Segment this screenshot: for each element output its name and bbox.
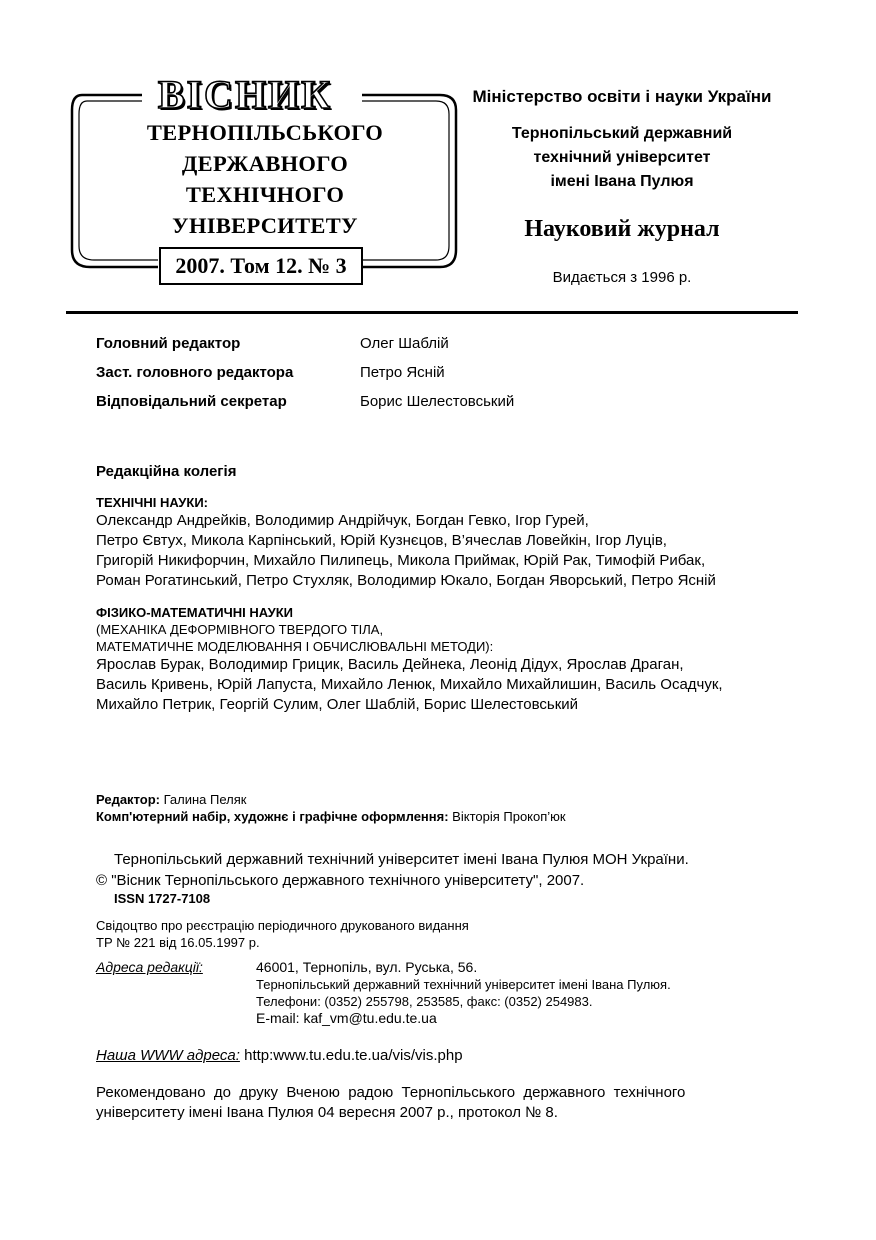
address-line-2: Тернопільський державний технічний університет імені Івана Пулюя. — [256, 977, 671, 992]
masthead-title: ВІСНИК — [157, 72, 333, 117]
phys-line: Василь Кривень, Юрій Лапуста, Михайло Ленюк, Михайло Михайлишин, Василь Осадчук, — [96, 676, 723, 693]
web-address — [96, 1046, 463, 1066]
header-divider — [66, 311, 798, 314]
web-label: Наша WWW адреса: — [96, 1047, 240, 1064]
copyright-text: "Вісник Тернопільського державного технічного університету", 2007. — [111, 872, 585, 889]
tech-line: Григорій Никифорчин, Михайло Пилипець, Микола Приймак, Юрій Рак, Тимофій Рибак, — [96, 552, 706, 569]
university-line-2: технічний університет — [533, 149, 711, 166]
address-line-1: 46001, Тернопіль, вул. Руська, 56. — [256, 959, 478, 975]
credits-layout — [96, 808, 566, 825]
university-line-1: Тернопільський державний — [511, 125, 733, 142]
phys-list — [96, 655, 723, 715]
masthead-line-1: ТЕРНОПІЛЬСЬКОГО — [146, 120, 384, 145]
address-email[interactable]: E-mail: kaf_vm@tu.edu.te.ua — [256, 1010, 437, 1026]
copyright-line-2 — [96, 871, 584, 891]
tech-heading: ТЕХНІЧНІ НАУКИ: — [96, 495, 209, 510]
credits-editor-name: Галина Пеляк — [163, 792, 247, 807]
copyright-line-1: Тернопільський державний технічний університет імені Івана Пулюя МОН України. — [114, 851, 689, 868]
editor-role-1: Головний редактор — [96, 335, 241, 352]
editor-name-3: Борис Шелестовський — [360, 393, 515, 410]
masthead-line-4: УНІВЕРСИТЕТУ — [172, 213, 358, 238]
credits-editor-label: Редактор: — [96, 792, 160, 807]
masthead-line-2: ДЕРЖАВНОГО — [181, 151, 349, 176]
tech-line: Петро Євтух, Микола Карпінський, Юрій Кузнєцов, В’ячеслав Ловейкін, Ігор Луців, — [96, 532, 667, 549]
phys-line: Ярослав Бурак, Володимир Грицик, Василь Дейнека, Леонід Дідух, Ярослав Драган, — [96, 656, 684, 673]
tech-line: Роман Рогатинський, Петро Стухляк, Володимир Юкало, Богдан Яворський, Петро Ясній — [96, 572, 716, 589]
masthead-line-3: ТЕХНІЧНОГО — [185, 182, 345, 207]
address-line-3: Телефони: (0352) 255798, 253585, факс: (0352) 254983. — [256, 994, 593, 1009]
recommendation-line-1: Рекомендовано до друку Вченою радою Тернопільського державного технічного — [96, 1084, 686, 1101]
credits-editor — [96, 791, 246, 808]
phys-heading: ФІЗИКО-МАТЕМАТИЧНІ НАУКИ — [96, 605, 293, 620]
phys-sub-2: МАТЕМАТИЧНЕ МОДЕЛЮВАННЯ І ОБЧИСЛЮВАЛЬНІ МЕТОДИ): — [96, 639, 494, 654]
since: Видається з 1996 р. — [552, 269, 692, 286]
editor-role-2: Заст. головного редактора — [96, 364, 294, 381]
credits-layout-label: Комп'ютерний набір, художнє і графічне оформлення: — [96, 809, 449, 824]
registration-line-1: Свідоцтво про реєстрацію періодичного друкованого видання — [96, 918, 469, 933]
address-label: Адреса редакції: — [96, 959, 203, 975]
ministry: Міністерство освіти і науки України — [472, 87, 772, 106]
phys-line: Михайло Петрик, Георгій Сулим, Олег Шаблій, Борис Шелестовський — [96, 696, 579, 713]
editor-role-3: Відповідальний секретар — [96, 393, 287, 410]
web-url[interactable]: http:www.tu.edu.te.ua/vis/vis.php — [244, 1047, 463, 1064]
editor-name-1: Олег Шаблій — [360, 335, 449, 352]
university-line-3: імені Івана Пулюя — [550, 173, 694, 190]
issn: ISSN 1727-7108 — [114, 891, 211, 906]
recommendation-line-2: університету імені Івана Пулюя 04 вересня 2007 р., протокол № 8. — [96, 1104, 558, 1121]
journal-type: Науковий журнал — [524, 216, 720, 242]
board-heading: Редакційна колегія — [96, 463, 237, 480]
tech-list — [96, 511, 716, 591]
credits-layout-name: Вікторія Прокоп’юк — [452, 809, 566, 824]
registration-line-2: ТР № 221 від 16.05.1997 р. — [96, 935, 260, 950]
editor-name-2: Петро Ясній — [360, 364, 445, 381]
copyright-symbol: © — [96, 872, 108, 889]
masthead-issue: 2007. Том 12. № 3 — [175, 253, 347, 278]
tech-line: Олександр Андрейків, Володимир Андрійчук, Богдан Гевко, Ігор Гурей, — [96, 512, 589, 529]
phys-sub-1: (МЕХАНІКА ДЕФОРМІВНОГО ТВЕРДОГО ТІЛА, — [96, 622, 384, 637]
